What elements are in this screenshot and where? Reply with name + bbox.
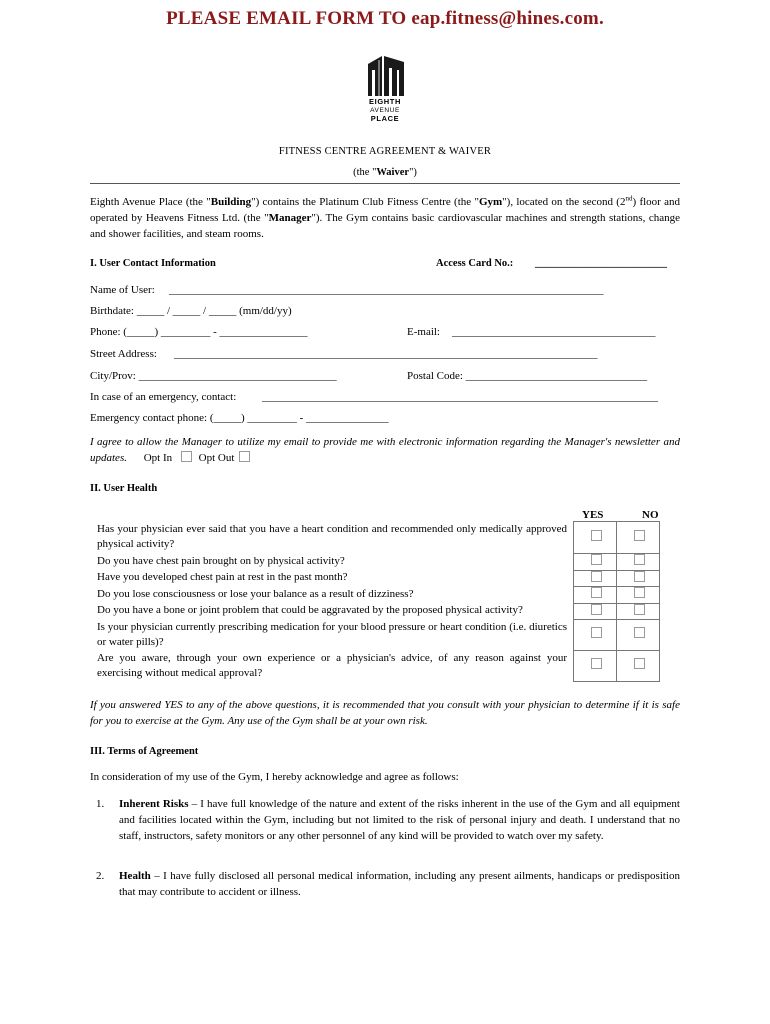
terms-item-body	[119, 868, 680, 900]
emergency-phone-field[interactable]: Emergency contact phone: (_____) _________ - _______________	[90, 412, 389, 424]
logo-line-3: PLACE	[370, 114, 400, 123]
terms-item-title: Inherent Risks	[119, 798, 189, 810]
title-divider	[90, 183, 680, 184]
subtitle-bold: Waiver	[376, 167, 410, 178]
question-row	[90, 554, 660, 571]
terms-item	[96, 868, 680, 900]
question-text: Has your physician ever said that you have a heart condition and recommended only medically approved physical activity?	[97, 522, 567, 550]
question-row	[90, 587, 660, 604]
logo-line-1: EIGHTH	[369, 97, 401, 106]
yes-cell	[574, 603, 617, 620]
question-text: Do you lose consciousness or lose your balance as a result of dizziness?	[97, 587, 414, 600]
email-field[interactable]: _____________________________________	[452, 326, 656, 338]
section-1-heading: I. User Contact Information	[90, 258, 216, 269]
terms-item-text: – I have full knowledge of the nature and extent of the risks inherent in the use of the Gym and all equipment and facilities located within the Gym, including but not limited to the risk of personal injury and death. I understand that no staff, instructors, safety monitors or any other personnel of any kind will be provided to watch over my safety.	[119, 798, 680, 842]
yes-cell	[574, 651, 617, 682]
no-cell	[617, 587, 660, 604]
opt-out-label: Opt Out	[198, 452, 235, 464]
consent-text: I agree to allow the Manager to utilize my email to provide me with electronic information regarding the Manager's newsletter and updates.	[90, 436, 680, 464]
no-cell	[617, 570, 660, 587]
no-cell	[617, 554, 660, 571]
phone-field[interactable]: Phone: (_____) _________ - ________________	[90, 326, 308, 338]
yes-checkbox[interactable]	[591, 604, 602, 615]
email-banner: PLEASE EMAIL FORM TO eap.fitness@hines.com.	[166, 8, 604, 29]
section-2-heading: II. User Health	[90, 483, 158, 494]
yes-cell	[574, 570, 617, 587]
no-checkbox[interactable]	[634, 530, 645, 541]
intro-text-5: "). The Gym contains basic cardiovascular machines and strength stations, change and shower facilities, and steam rooms.	[90, 212, 680, 240]
terms-item-number: 1.	[96, 798, 105, 810]
yes-cell	[574, 587, 617, 604]
intro-text-2: ") contains the Platinum Club Fitness Centre (the "	[251, 196, 479, 208]
yes-cell	[574, 554, 617, 571]
section-3-heading: III. Terms of Agreement	[90, 746, 199, 757]
intro-paragraph	[90, 194, 680, 242]
document-subtitle	[0, 167, 770, 178]
no-checkbox[interactable]	[634, 627, 645, 638]
terms-item	[96, 796, 680, 844]
no-column-header: NO	[642, 509, 659, 521]
yes-checkbox[interactable]	[591, 587, 602, 598]
question-text: Have you developed chest pain at rest in the past month?	[97, 571, 348, 583]
yes-checkbox[interactable]	[591, 530, 602, 541]
intro-superscript: nd	[625, 194, 633, 203]
no-cell	[617, 651, 660, 682]
subtitle-pre: (the "	[353, 167, 377, 178]
question-row	[90, 570, 660, 587]
question-text: Are you aware, through your own experience or a physician's advice, of any reason against your exercising without medical approval?	[97, 651, 567, 679]
no-checkbox[interactable]	[634, 587, 645, 598]
city-field[interactable]: City/Prov: ____________________________________	[90, 370, 337, 382]
name-label: Name of User:	[90, 284, 155, 296]
question-text: Do you have chest pain brought on by physical activity?	[97, 554, 345, 567]
postal-code-field[interactable]: Postal Code: _________________________________	[407, 370, 648, 382]
logo-line-2: AVENUE	[370, 106, 400, 114]
yes-checkbox[interactable]	[591, 658, 602, 669]
document-title: FITNESS CENTRE AGREEMENT & WAIVER	[278, 146, 492, 157]
intro-text-4: ) floor and operated by Heavens Fitness Ltd. (the "	[90, 196, 681, 224]
intro-bold-building: Building	[210, 196, 252, 208]
no-checkbox[interactable]	[634, 604, 645, 615]
health-advisory-note: If you answered YES to any of the above questions, it is recommended that you consult with your physician to determine if it is safe for you to exercise at the Gym. Any use of the Gym shall be at your own risk.	[90, 699, 680, 727]
terms-item-body	[119, 796, 680, 844]
email-consent	[90, 434, 680, 466]
access-card-field[interactable]: ________________________	[535, 257, 667, 269]
no-cell	[617, 522, 660, 554]
street-label: Street Address:	[90, 348, 157, 360]
question-row	[90, 620, 660, 651]
no-checkbox[interactable]	[634, 658, 645, 669]
intro-bold-manager: Manager	[268, 212, 312, 224]
question-row	[90, 651, 660, 682]
question-text: Is your physician currently prescribing medication for your blood pressure or heart condition (i.e. diuretics or water pills)?	[97, 620, 567, 648]
yes-checkbox[interactable]	[591, 554, 602, 565]
terms-item-title: Health	[119, 870, 151, 882]
emergency-contact-label: In case of an emergency, contact:	[90, 391, 237, 403]
name-field[interactable]: _______________________________________________________________________________	[169, 284, 604, 296]
terms-item-number: 2.	[96, 870, 105, 882]
no-checkbox[interactable]	[634, 571, 645, 582]
no-cell	[617, 603, 660, 620]
question-row	[90, 603, 660, 620]
intro-text-1: Eighth Avenue Place (the "	[90, 196, 211, 208]
subtitle-post: ")	[409, 167, 417, 178]
email-label: E-mail:	[407, 326, 440, 338]
intro-bold-gym: Gym	[478, 196, 503, 208]
street-field[interactable]: _____________________________________________________________________________	[174, 348, 598, 360]
opt-in-label: Opt In	[143, 452, 173, 464]
yes-cell	[574, 522, 617, 554]
question-row	[90, 522, 660, 554]
health-questionnaire	[90, 521, 660, 682]
yes-cell	[574, 620, 617, 651]
yes-column-header: YES	[582, 509, 604, 521]
no-checkbox[interactable]	[634, 554, 645, 565]
terms-intro: In consideration of my use of the Gym, I hereby acknowledge and agree as follows:	[90, 771, 459, 783]
birthdate-field[interactable]: Birthdate: _____ / _____ / _____ (mm/dd/yy)	[90, 305, 292, 317]
question-text: Do you have a bone or joint problem that could be aggravated by the proposed physical activity?	[97, 604, 523, 616]
opt-out-checkbox[interactable]	[239, 451, 250, 462]
no-cell	[617, 620, 660, 651]
terms-item-text: – I have fully disclosed all personal medical information, including any present ailments, handicaps or predisposition that may contribute to accident or illness.	[119, 870, 680, 898]
yes-checkbox[interactable]	[591, 627, 602, 638]
yes-checkbox[interactable]	[591, 571, 602, 582]
logo-wordmark	[355, 98, 415, 124]
access-card-label: Access Card No.:	[436, 258, 514, 269]
opt-in-checkbox[interactable]	[181, 451, 192, 462]
emergency-contact-field[interactable]: ________________________________________________________________________	[262, 391, 658, 403]
intro-text-3: "), located on the second (2	[502, 196, 626, 208]
